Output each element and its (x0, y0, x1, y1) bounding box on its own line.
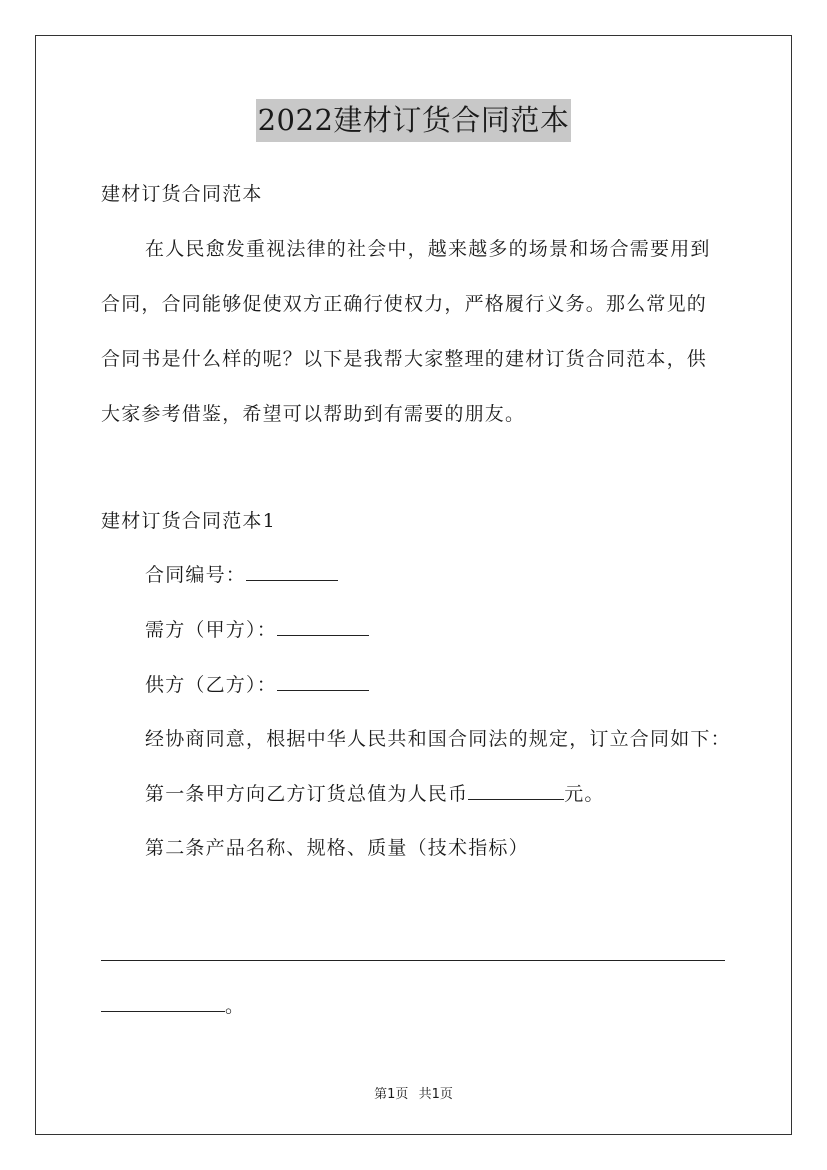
seller-label: 供方（乙方）： (145, 674, 277, 696)
buyer-blank (277, 617, 369, 636)
article-1-amount-blank (468, 781, 564, 800)
agreement-clause: 经协商同意，根据中华人民共和国合同法的规定，订立合同如下： (145, 728, 731, 750)
seller-row (145, 672, 369, 698)
article-1-row (145, 781, 605, 807)
document-title: 2022建材订货合同范本 (256, 99, 572, 142)
contract-number-row (145, 562, 338, 588)
page-footer (0, 1083, 827, 1102)
fill-in-line-1 (101, 960, 725, 961)
contract-number-blank (246, 562, 338, 581)
fill-in-line-2 (101, 993, 225, 1012)
contract-number-label: 合同编号： (145, 564, 247, 586)
intro-line-4: 大家参考借鉴，希望可以帮助到有需要的朋友。 (101, 403, 526, 425)
page-total: 共1页 (418, 1087, 453, 1102)
buyer-row (145, 617, 369, 643)
article-1-prefix: 第一条甲方向乙方订货总值为人民币 (145, 783, 469, 805)
intro-line-2: 合同，合同能够促使双方正确行使权力，严格履行义务。那么常见的 (101, 293, 708, 315)
document-heading: 建材订货合同范本 (101, 183, 263, 205)
article-1-suffix: 元。 (564, 783, 605, 805)
section-title: 建材订货合同范本1 (101, 510, 276, 532)
page-number: 第1页 (374, 1087, 409, 1102)
title-container (0, 99, 827, 142)
intro-line-3: 合同书是什么样的呢？以下是我帮大家整理的建材订货合同范本，供 (101, 348, 708, 370)
fill-in-line-2-row (101, 993, 245, 1019)
buyer-label: 需方（甲方）： (145, 619, 277, 641)
end-mark: 。 (225, 995, 246, 1017)
seller-blank (277, 672, 369, 691)
article-2-title: 第二条产品名称、规格、质量（技术指标） (145, 837, 529, 859)
intro-line-1: 在人民愈发重视法律的社会中，越来越多的场景和场合需要用到 (145, 238, 711, 260)
